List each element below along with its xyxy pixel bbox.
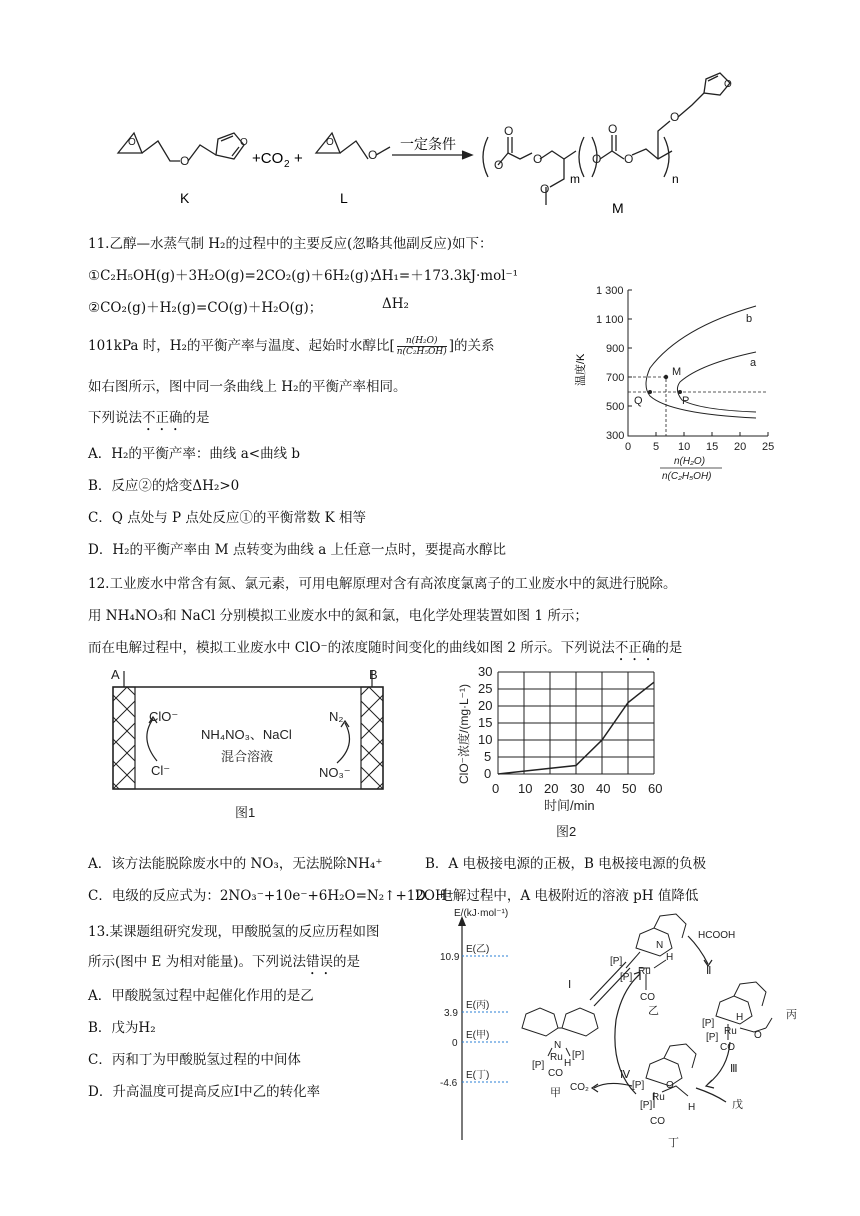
yi-n: N	[656, 940, 664, 951]
svg-text:O: O	[608, 122, 618, 136]
svg-text:O: O	[326, 137, 334, 148]
q11-question: 下列说法不正确的是	[88, 410, 210, 426]
step-3-label: Ⅲ	[730, 1063, 738, 1075]
step-2-label: Ⅱ	[706, 965, 712, 977]
svg-text:O: O	[670, 110, 680, 124]
label-m: M	[612, 200, 624, 216]
q13-stem-1: 13.某课题组研究发现，甲酸脱氢的反应历程如图	[88, 924, 380, 940]
level-value-bing: 3.9	[444, 1008, 458, 1019]
x-tick-50: 50	[622, 781, 637, 796]
x-tick-10: 10	[518, 781, 533, 796]
svg-text:O: O	[180, 154, 190, 168]
fig2-clo-concentration-chart	[440, 660, 680, 840]
fig1-label-b: B	[369, 667, 378, 682]
svg-text:O: O	[533, 152, 543, 166]
x-tick-40: 40	[596, 781, 611, 796]
subscript-n: n	[672, 172, 679, 186]
x-tick-0: 0	[625, 441, 632, 453]
y-ticks	[628, 290, 632, 406]
bing-name: 丙	[786, 1009, 797, 1021]
jia-name: 甲	[550, 1087, 561, 1099]
q11-reaction-2: ②CO₂(g)＋H₂(g)=CO(g)＋H₂O(g)；	[88, 300, 323, 316]
y-tick-0: 0	[484, 766, 492, 781]
arrow-condition: 一定条件	[400, 136, 456, 152]
q11-condition-2: 如右图所示，图中同一条曲线上 H₂的平衡产率相同。	[88, 379, 407, 395]
y-tick-300: 300	[606, 430, 625, 442]
svg-text:O: O	[624, 152, 634, 166]
step-1-label: Ⅰ	[568, 979, 572, 991]
svg-text:O: O	[724, 79, 732, 90]
co2-subscript: 2	[284, 159, 290, 170]
svg-text:O: O	[128, 137, 136, 148]
q12-option-a: A．该方法能脱除废水中的 NO₃，无法脱除NH₄⁺	[88, 856, 383, 872]
curve-a-label: a	[750, 357, 757, 369]
yi-ru: Ru	[638, 966, 651, 977]
q13-option-b: B．戊为H₂	[88, 1020, 156, 1036]
top-reaction-scheme	[100, 55, 820, 225]
x-tick-5: 5	[653, 441, 660, 453]
q12-option-c: C．电级的反应式为：2NO₃⁻+10e⁻+6H₂O=N₂↑+12OH⁻	[88, 888, 454, 904]
svg-text:O: O	[540, 182, 550, 196]
ding-co: CO	[650, 1116, 665, 1127]
jia-co: CO	[548, 1068, 563, 1079]
electrode-a	[113, 687, 135, 789]
curve-b-line	[646, 306, 756, 418]
y-tick-15: 15	[478, 715, 493, 730]
bing-o: O	[754, 1030, 762, 1041]
level-label-ding: E(丁)	[466, 1070, 490, 1081]
q13-option-a: A．甲酸脱氢过程中起催化作用的是乙	[88, 988, 314, 1004]
q13-stem-2: 所示(图中 E 为相对能量)。下列说法错误的是	[88, 954, 360, 970]
jia-h: H	[564, 1058, 572, 1069]
q12-line-3: 而在电解过程中，模拟工业废水中 ClO⁻的浓度随时间变化的曲线如图 2 所示。下列说法不正确的是	[88, 640, 683, 656]
level-value-ding: -4.6	[440, 1078, 458, 1089]
level-value-yi: 10.9	[440, 952, 460, 963]
fig3-catalytic-cycle	[440, 908, 820, 1158]
label-k: K	[180, 190, 190, 206]
plus-co2: +CO	[252, 150, 284, 167]
y-tick-20: 20	[478, 698, 493, 713]
x-tick-25: 25	[762, 441, 775, 453]
y-tick-10: 10	[478, 732, 493, 747]
bing-co: CO	[720, 1042, 735, 1053]
q12-line-2: 用 NH₄NO₃和 NaCl 分别模拟工业废水中的氮和氯，电化学处理装置如图 1 所示；	[88, 608, 588, 624]
fig1-no3: NO₃⁻	[319, 765, 351, 780]
fig2-caption: 图2	[556, 824, 577, 839]
jia-ru: Ru	[550, 1052, 563, 1063]
fig1-label-a: A	[111, 667, 120, 682]
ding-p2: [P]	[640, 1100, 653, 1111]
y-tick-5: 5	[484, 749, 492, 764]
point-q-label: Q	[634, 395, 643, 407]
jia-n: N	[554, 1040, 562, 1051]
point-p-label: P	[682, 395, 690, 407]
x-tick-20: 20	[544, 781, 559, 796]
x-tick-60: 60	[648, 781, 663, 796]
bing-ru: Ru	[724, 1026, 737, 1037]
x-label-num: n(H₂O)	[674, 456, 706, 467]
ding-ru: Ru	[652, 1092, 665, 1103]
q12-stem: 12.工业废水中常含有氮、氯元素，可用电解原理对含有高浓度氯离子的工业废水中的氮进行脱除。	[88, 576, 677, 592]
bing-h: H	[736, 1012, 744, 1023]
q13-option-d: D．升高温度可提高反应Ⅰ中乙的转化率	[88, 1084, 321, 1100]
x-tick-15: 15	[706, 441, 719, 453]
svg-text:O: O	[504, 124, 514, 138]
yi-p1: [P]	[610, 956, 623, 967]
y-tick-500: 500	[606, 401, 625, 413]
level-label-yi: E(乙)	[466, 944, 490, 955]
fig1-solution-1: NH₄NO₃、NaCl	[201, 727, 292, 742]
level-value-jia: 0	[452, 1038, 458, 1049]
yi-h: H	[666, 952, 674, 963]
ding-o: O	[666, 1080, 674, 1091]
fig1-cl: Cl⁻	[151, 763, 171, 778]
subscript-m: m	[570, 172, 580, 186]
x-tick-0: 0	[492, 781, 500, 796]
curve-b-label: b	[746, 313, 753, 325]
energy-axis-label: E/(kJ·mol⁻¹)	[454, 908, 509, 919]
q11-reaction-1: ①C₂H₅OH(g)＋3H₂O(g)=2CO₂(g)＋6H₂(g)；	[88, 268, 383, 284]
fig1-caption: 图1	[235, 805, 256, 820]
fig1-clo: ClO⁻	[149, 709, 179, 724]
q11-reaction-2-dh: ΔH₂	[382, 296, 409, 312]
wu-name: 戊	[732, 1099, 743, 1111]
x-tick-30: 30	[570, 781, 585, 796]
y-tick-1300: 1 300	[596, 285, 624, 297]
label-l: L	[340, 190, 348, 206]
jia-p2: [P]	[572, 1050, 585, 1061]
q11-option-c: C．Q 点处与 P 点处反应①的平衡常数 K 相等	[88, 510, 367, 526]
fig1-solution-2: 混合溶液	[221, 749, 274, 764]
q11-option-d: D．H₂的平衡产率由 M 点转变为曲线 a 上任意一点时，要提高水醇比	[88, 542, 507, 558]
q11-option-b: B．反应②的焓变ΔH₂>0	[88, 478, 240, 494]
fig1-electrolysis-cell	[105, 665, 395, 825]
level-label-jia: E(甲)	[466, 1030, 490, 1041]
y-tick-25: 25	[478, 681, 493, 696]
ding-p1: [P]	[632, 1080, 645, 1091]
y-axis-label: ClO⁻浓度/(mg·L⁻¹)	[457, 684, 471, 784]
x-axis-label: 时间/min	[544, 798, 595, 813]
yi-p2: [P]	[620, 972, 633, 983]
q11-stem: 11.乙醇—水蒸气制 H₂的过程中的主要反应(忽略其他副反应)如下：	[88, 236, 493, 252]
electrode-b	[361, 687, 383, 789]
y-axis-label: 温度/K	[575, 353, 587, 386]
x-label-den: n(C₂H₅OH)	[662, 471, 712, 482]
q12-option-b: B．A 电极接电源的正极，B 电极接电源的负极	[425, 856, 707, 872]
co2-label: CO₂	[570, 1082, 589, 1093]
q11-reaction-1-dh: ΔH₁=＋173.3kJ·mol⁻¹	[372, 268, 519, 284]
bing-p2: [P]	[706, 1032, 719, 1043]
jia-p1: [P]	[532, 1060, 545, 1071]
ding-name: 丁	[668, 1137, 679, 1149]
y-tick-30: 30	[478, 664, 493, 679]
x-tick-20: 20	[734, 441, 747, 453]
y-tick-700: 700	[606, 372, 625, 384]
q11-condition: 101kPa 时，H₂的平衡产率与温度、起始时水醇比[ $\frac{\text{n(H₂O)}}{\text{n(C₂H₅OH)}}$ ]的关系	[88, 336, 495, 357]
q11-option-a: A．H₂的平衡产率：曲线 a<曲线 b	[88, 446, 301, 462]
bing-p1: [P]	[702, 1018, 715, 1029]
hcooh-label: HCOOH	[698, 930, 736, 941]
svg-text:O: O	[240, 137, 248, 148]
x-tick-10: 10	[678, 441, 691, 453]
svg-text:O: O	[494, 158, 504, 172]
q12-option-d: D．电解过程中，A 电极附近的溶液 pH 值降低	[415, 888, 699, 904]
fig1-n2: N₂	[329, 709, 344, 724]
ding-h: H	[688, 1102, 696, 1113]
level-label-bing: E(丙)	[466, 1000, 490, 1011]
q13-option-c: C．丙和丁为甲酸脱氢过程的中间体	[88, 1052, 301, 1068]
plus-sign: +	[294, 150, 303, 167]
step-4-label: Ⅳ	[620, 1069, 631, 1081]
svg-text:O: O	[368, 148, 378, 162]
svg-text:O: O	[592, 152, 602, 166]
y-tick-900: 900	[606, 343, 625, 355]
point-m-label: M	[672, 366, 682, 378]
y-tick-1100: 1 100	[596, 314, 624, 326]
yi-name: 乙	[648, 1005, 659, 1017]
q11-temperature-chart	[570, 278, 790, 488]
yi-co: CO	[640, 992, 655, 1003]
